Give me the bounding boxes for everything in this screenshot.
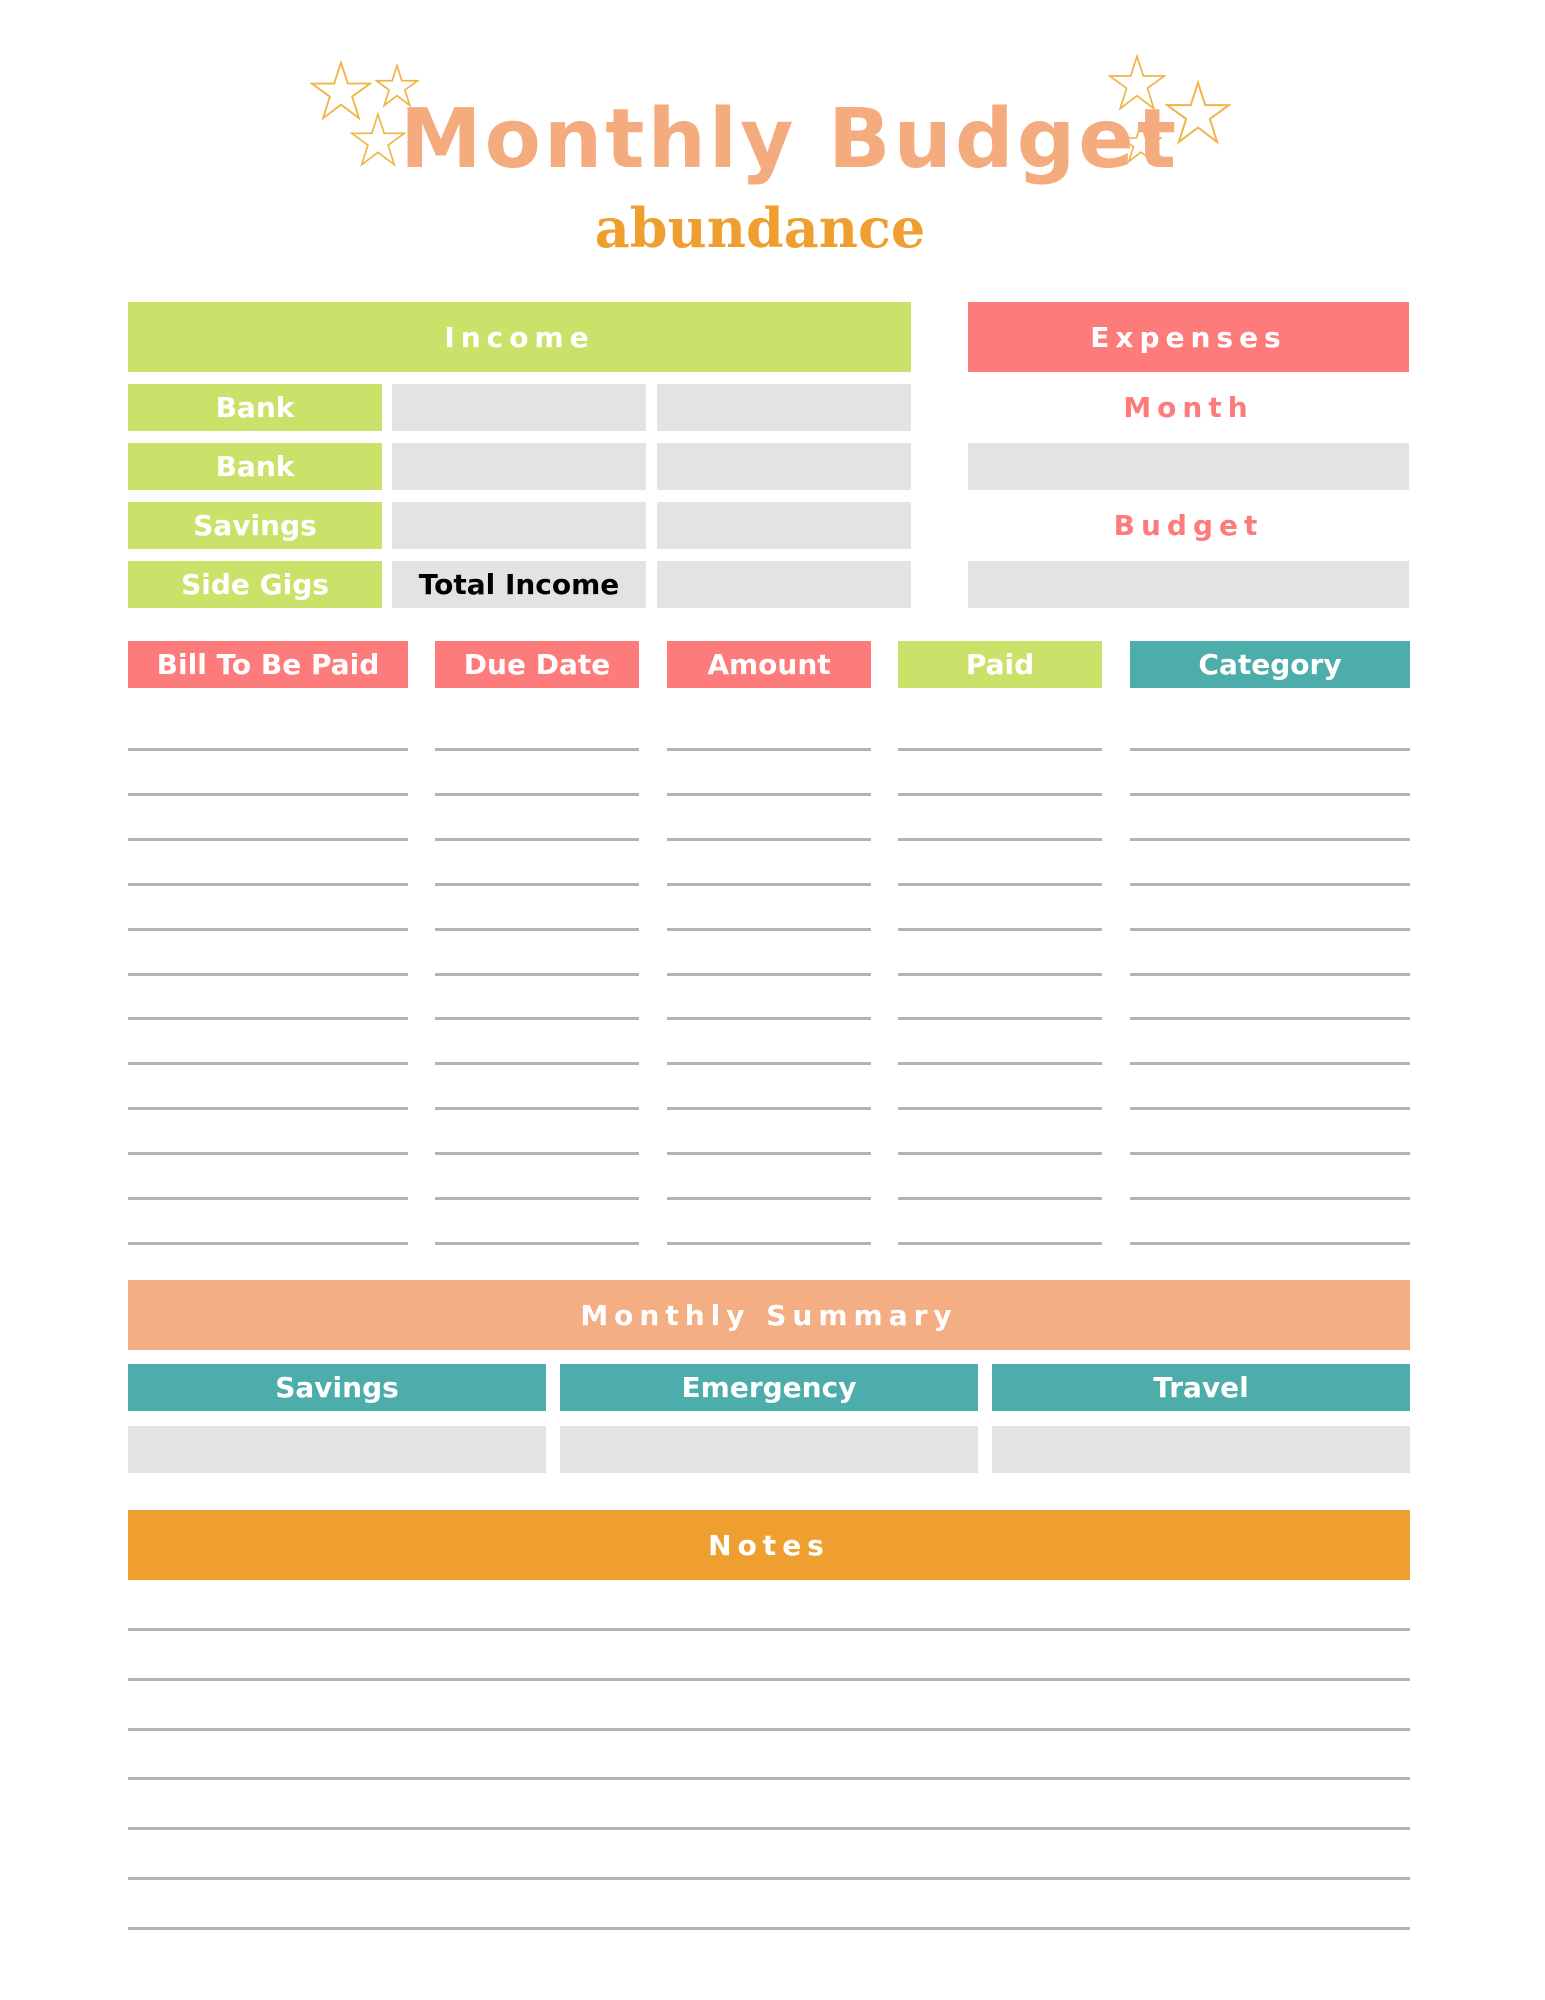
income-label-side-gigs: Side Gigs xyxy=(128,561,382,608)
bill-row-line[interactable] xyxy=(1130,1107,1410,1110)
notes-header: Notes xyxy=(128,1510,1410,1580)
expenses-header: Expenses xyxy=(968,302,1409,372)
bill-row-line[interactable] xyxy=(898,883,1102,886)
bill-row-line[interactable] xyxy=(128,1152,408,1155)
income-field[interactable] xyxy=(392,502,646,549)
bill-row-line[interactable] xyxy=(667,748,871,751)
note-line[interactable] xyxy=(128,1927,1410,1930)
star-icon xyxy=(350,112,406,168)
bill-row-line[interactable] xyxy=(435,1152,639,1155)
income-field[interactable] xyxy=(657,502,911,549)
summary-savings-field[interactable] xyxy=(128,1426,546,1473)
summary-emergency-field[interactable] xyxy=(560,1426,978,1473)
summary-column-travel: Travel xyxy=(992,1364,1410,1411)
bill-row-line[interactable] xyxy=(128,1242,408,1245)
bill-row-line[interactable] xyxy=(128,883,408,886)
bill-row-line[interactable] xyxy=(667,1152,871,1155)
bill-row-line[interactable] xyxy=(898,838,1102,841)
bill-row-line[interactable] xyxy=(667,1017,871,1020)
bill-row-line[interactable] xyxy=(1130,1017,1410,1020)
bill-row-line[interactable] xyxy=(435,838,639,841)
bill-row-line[interactable] xyxy=(128,1197,408,1200)
bill-row-line[interactable] xyxy=(1130,1152,1410,1155)
bill-row-line[interactable] xyxy=(667,1107,871,1110)
bill-row-line[interactable] xyxy=(435,1107,639,1110)
bill-row-line[interactable] xyxy=(667,1062,871,1065)
income-label-bank-2: Bank xyxy=(128,443,382,490)
bill-row-line[interactable] xyxy=(128,838,408,841)
bill-row-line[interactable] xyxy=(667,793,871,796)
column-header-bill: Bill To Be Paid xyxy=(128,641,408,688)
bill-row-line[interactable] xyxy=(1130,793,1410,796)
bill-row-line[interactable] xyxy=(1130,883,1410,886)
bill-row-line[interactable] xyxy=(898,793,1102,796)
bill-row-line[interactable] xyxy=(898,1107,1102,1110)
month-field[interactable] xyxy=(968,443,1409,490)
income-field[interactable] xyxy=(657,384,911,431)
budget-label: Budget xyxy=(1113,509,1264,542)
bill-row-line[interactable] xyxy=(128,793,408,796)
bill-row-line[interactable] xyxy=(128,1017,408,1020)
column-header-category: Category xyxy=(1130,641,1410,688)
bill-row-line[interactable] xyxy=(128,1107,408,1110)
income-field[interactable] xyxy=(392,443,646,490)
bill-row-line[interactable] xyxy=(128,928,408,931)
income-header: Income xyxy=(128,302,911,372)
bill-row-line[interactable] xyxy=(435,1017,639,1020)
bill-row-line[interactable] xyxy=(435,883,639,886)
total-income-field[interactable] xyxy=(657,561,911,608)
bill-row-line[interactable] xyxy=(898,1062,1102,1065)
note-line[interactable] xyxy=(128,1728,1410,1731)
bill-row-line[interactable] xyxy=(1130,748,1410,751)
column-header-paid: Paid xyxy=(898,641,1102,688)
column-header-due-date: Due Date xyxy=(435,641,639,688)
budget-field[interactable] xyxy=(968,561,1409,608)
summary-travel-field[interactable] xyxy=(992,1426,1410,1473)
bill-row-line[interactable] xyxy=(1130,1062,1410,1065)
bill-row-line[interactable] xyxy=(435,748,639,751)
bill-row-line[interactable] xyxy=(1130,928,1410,931)
bill-row-line[interactable] xyxy=(1130,973,1410,976)
bill-row-line[interactable] xyxy=(898,928,1102,931)
page-title: Monthly Budget xyxy=(400,92,1180,187)
bill-row-line[interactable] xyxy=(435,973,639,976)
summary-header: Monthly Summary xyxy=(128,1280,1410,1350)
bill-row-line[interactable] xyxy=(667,1242,871,1245)
bill-row-line[interactable] xyxy=(898,1017,1102,1020)
bill-row-line[interactable] xyxy=(128,1062,408,1065)
month-label: Month xyxy=(1123,391,1254,424)
bill-row-line[interactable] xyxy=(898,1197,1102,1200)
bill-row-line[interactable] xyxy=(667,928,871,931)
bill-row-line[interactable] xyxy=(667,973,871,976)
note-line[interactable] xyxy=(128,1628,1410,1631)
page-subtitle: abundance xyxy=(594,196,926,260)
summary-column-emergency: Emergency xyxy=(560,1364,978,1411)
bill-row-line[interactable] xyxy=(435,1062,639,1065)
bill-row-line[interactable] xyxy=(898,973,1102,976)
bill-row-line[interactable] xyxy=(435,1197,639,1200)
bill-row-line[interactable] xyxy=(667,883,871,886)
total-income-label: Total Income xyxy=(392,561,646,608)
note-line[interactable] xyxy=(128,1678,1410,1681)
bill-row-line[interactable] xyxy=(667,1197,871,1200)
summary-column-savings: Savings xyxy=(128,1364,546,1411)
bill-row-line[interactable] xyxy=(1130,838,1410,841)
note-line[interactable] xyxy=(128,1877,1410,1880)
bill-row-line[interactable] xyxy=(435,1242,639,1245)
bill-row-line[interactable] xyxy=(128,748,408,751)
income-field[interactable] xyxy=(657,443,911,490)
bill-row-line[interactable] xyxy=(435,928,639,931)
bill-row-line[interactable] xyxy=(1130,1242,1410,1245)
bill-row-line[interactable] xyxy=(667,838,871,841)
note-line[interactable] xyxy=(128,1777,1410,1780)
income-label-savings: Savings xyxy=(128,502,382,549)
income-label-bank-1: Bank xyxy=(128,384,382,431)
income-field[interactable] xyxy=(392,384,646,431)
bill-row-line[interactable] xyxy=(128,973,408,976)
bill-row-line[interactable] xyxy=(898,748,1102,751)
note-line[interactable] xyxy=(128,1827,1410,1830)
column-header-amount: Amount xyxy=(667,641,871,688)
bill-row-line[interactable] xyxy=(898,1152,1102,1155)
bill-row-line[interactable] xyxy=(898,1242,1102,1245)
bill-row-line[interactable] xyxy=(435,793,639,796)
bill-row-line[interactable] xyxy=(1130,1197,1410,1200)
